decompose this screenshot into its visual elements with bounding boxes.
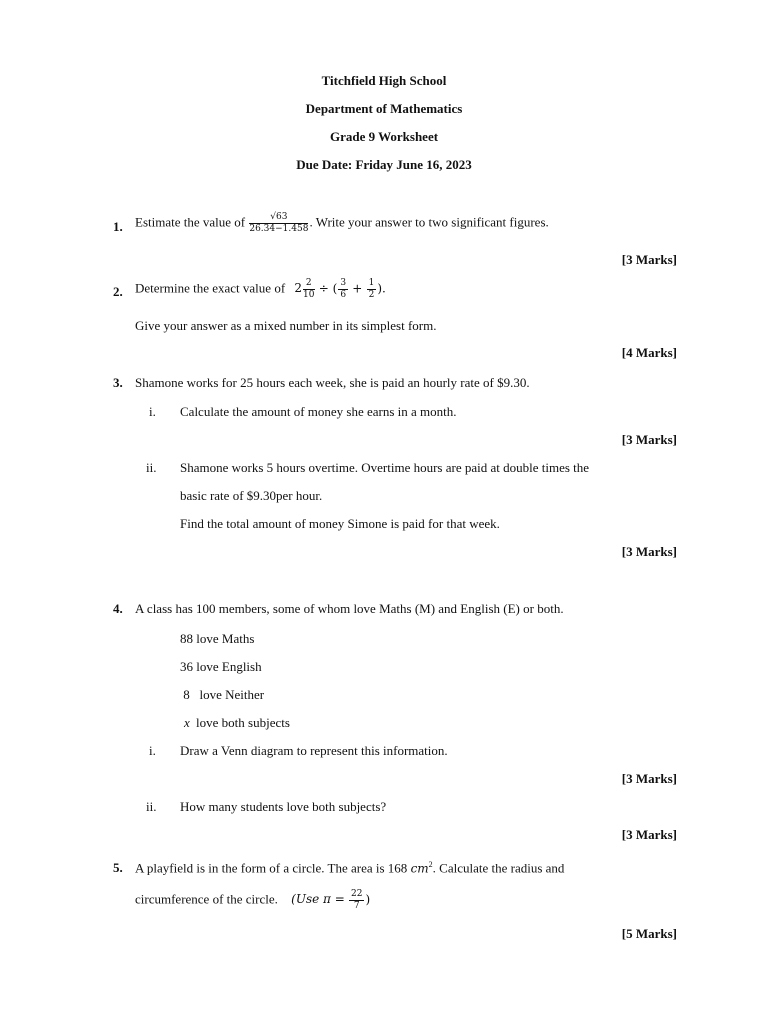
q1-fraction [249, 213, 308, 234]
q5-unit: cm [410, 861, 429, 876]
q2-fraction-2 [338, 279, 348, 300]
q2-f1-denominator: 10 [303, 290, 315, 300]
q2-divide: ÷ ( [318, 281, 338, 296]
q1-numerator: √63 [249, 213, 308, 224]
q2-f3-numerator: 1 [368, 278, 375, 288]
question-4-ii-number: ii. [146, 799, 157, 814]
q4-list-item-maths: 88 love Maths [180, 631, 255, 646]
q2-f3-denominator: 2 [368, 290, 375, 300]
q4-both-text: love both subjects [196, 715, 290, 730]
q4-list-item-neither: 8 love Neither [180, 687, 265, 702]
question-1-number: 1. [113, 219, 123, 234]
q1-suffix: . Write your answer to two significant figures. [309, 214, 549, 230]
due-date: Due Date: Friday June 16, 2023 [296, 157, 472, 172]
question-5-marks: [5 Marks] [621, 926, 677, 941]
q5-pi-denominator: 7 [353, 901, 360, 911]
question-1-text [135, 213, 549, 234]
question-4-i-text: Draw a Venn diagram to represent this information. [180, 743, 448, 758]
question-3-i-marks: [3 Marks] [621, 432, 677, 447]
question-4-i-marks: [3 Marks] [621, 771, 677, 786]
q2-plus: + [352, 281, 363, 296]
q5-use-pi: (Use π = [291, 892, 345, 907]
question-4-text: A class has 100 members, some of whom love Maths (M) and English (E) or both. [135, 601, 564, 616]
question-3-text: Shamone works for 25 hours each week, she is paid an hourly rate of $9.30. [135, 375, 530, 390]
question-2-number: 2. [113, 284, 123, 299]
q5-pi-numerator: 22 [351, 889, 363, 899]
question-3-ii-line-2: basic rate of $9.30per hour. [180, 488, 323, 503]
school-name: Titchfield High School [321, 73, 447, 88]
q4-list-item-both [184, 715, 290, 731]
question-2-text [135, 279, 386, 300]
question-5-line-2 [135, 890, 370, 911]
q5-prefix: A playfield is in the form of a circle. The area is 168 [135, 860, 408, 876]
question-4-i-number: i. [149, 743, 156, 758]
question-3-i-number: i. [149, 404, 156, 419]
q2-fraction-3 [367, 279, 377, 300]
question-4-ii-marks: [3 Marks] [621, 827, 677, 842]
worksheet-title: Grade 9 Worksheet [329, 129, 439, 144]
question-5-text [135, 860, 564, 876]
question-3-number: 3. [113, 375, 123, 390]
department-name: Department of Mathematics [305, 101, 463, 116]
q2-fraction-1 [303, 279, 314, 300]
q5-exponent: 2 [428, 860, 433, 869]
question-1-marks: [3 Marks] [621, 252, 677, 267]
q2-f2-denominator: 6 [340, 290, 347, 300]
question-3-ii-number: ii. [146, 460, 157, 475]
q5-use-close: ) [365, 892, 371, 907]
q2-f2-numerator: 3 [340, 278, 347, 288]
q2-whole: 2 [294, 281, 303, 296]
q2-f1-numerator: 2 [303, 279, 314, 290]
question-5-number: 5. [113, 860, 123, 875]
q2-prefix: Determine the exact value of [135, 280, 286, 296]
question-2-line-2: Give your answer as a mixed number in its simplest form. [135, 318, 437, 333]
q5-suffix: . Calculate the radius and [432, 860, 565, 876]
question-4-ii-text: How many students love both subjects? [180, 799, 387, 814]
q5-pi-fraction [349, 890, 364, 911]
q2-close: ). [377, 281, 386, 296]
question-3-ii-line-1: Shamone works 5 hours overtime. Overtime hours are paid at double times the [180, 460, 590, 475]
question-3-i-text: Calculate the amount of money she earns in a month. [180, 404, 457, 419]
question-3-ii-marks: [3 Marks] [621, 544, 677, 559]
question-3-ii-line-3: Find the total amount of money Simone is paid for that week. [180, 516, 500, 531]
question-4-number: 4. [113, 601, 123, 616]
q4-list-item-english: 36 love English [180, 659, 262, 674]
q1-denominator: 26.34−1.458 [249, 224, 309, 234]
q4-variable-x: x [184, 715, 190, 730]
q5-line-2-text: circumference of the circle. [135, 891, 278, 907]
question-2-marks: [4 Marks] [621, 345, 677, 360]
q1-prefix: Estimate the value of [135, 214, 246, 230]
